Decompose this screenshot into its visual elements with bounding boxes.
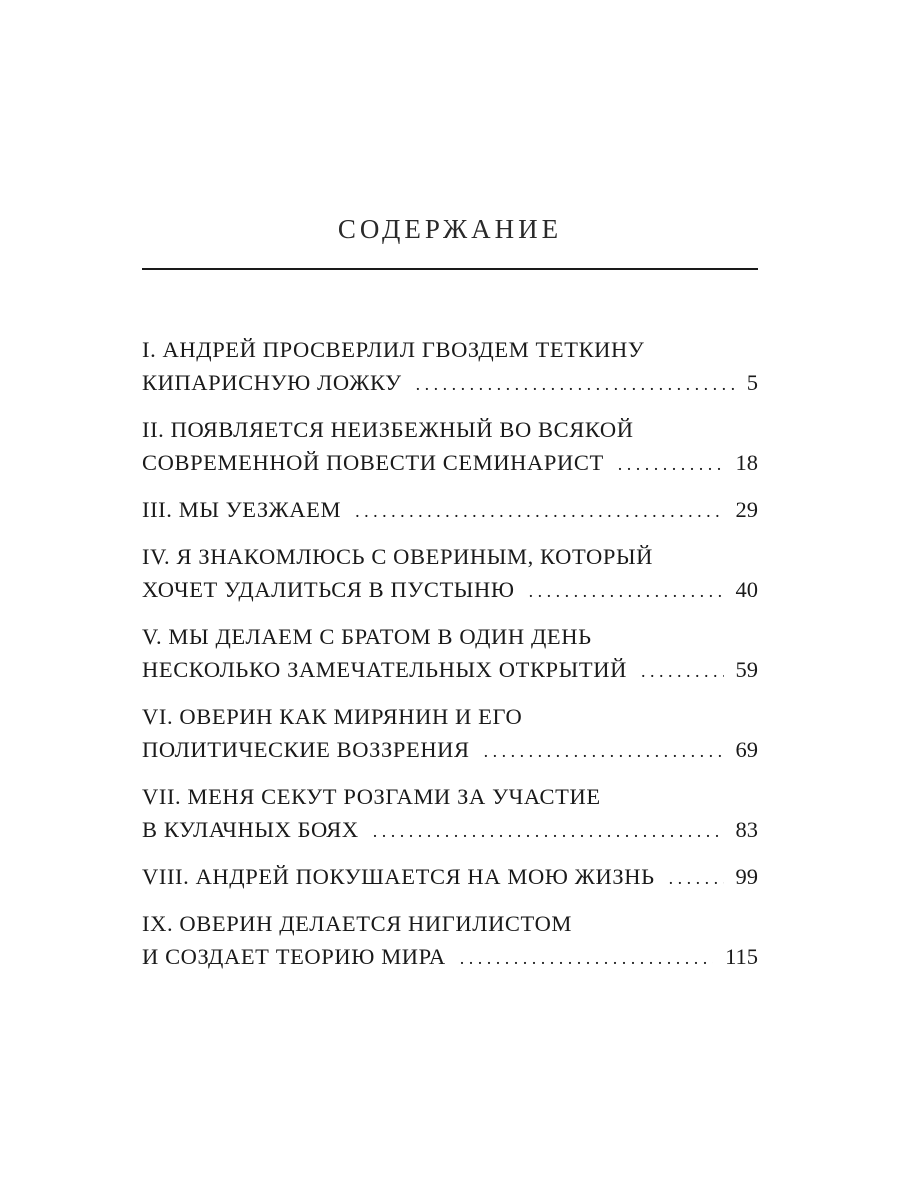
toc-page-number: 18 <box>735 450 758 475</box>
toc-entry-title-line1: IX. ОВЕРИН ДЕЛАЕТСЯ НИГИЛИСТОМ <box>142 911 573 936</box>
toc-page-number: 69 <box>735 737 758 762</box>
toc-page-number: 83 <box>735 817 758 842</box>
toc-entry-title-line2: НЕСКОЛЬКО ЗАМЕЧАТЕЛЬНЫХ ОТКРЫТИЙ <box>142 657 627 682</box>
page-title: СОДЕРЖАНИЕ <box>337 214 563 244</box>
toc-page-number: 99 <box>735 864 758 889</box>
toc-entry-8[interactable] <box>142 860 758 893</box>
toc-entry-title-line1: IV. Я ЗНАКОМЛЮСЬ С ОВЕРИНЫМ, КОТОРЫЙ <box>142 544 654 569</box>
toc-entry-title-line2: СОВРЕМЕННОЙ ПОВЕСТИ СЕМИНАРИСТ <box>142 450 604 475</box>
toc-entry-title-line2: В КУЛАЧНЫХ БОЯХ <box>142 817 359 842</box>
toc-entry-title-line2: ХОЧЕТ УДАЛИТЬСЯ В ПУСТЫНЮ <box>142 577 515 602</box>
dot-leader <box>484 735 724 768</box>
toc-page-number: 29 <box>735 497 758 522</box>
toc-entry-5[interactable] <box>142 620 758 686</box>
toc-entry-title-line1: I. АНДРЕЙ ПРОСВЕРЛИЛ ГВОЗДЕМ ТЕТКИНУ <box>142 337 645 362</box>
toc-entry-7[interactable] <box>142 780 758 846</box>
toc-entry-title-line1: II. ПОЯВЛЯЕТСЯ НЕИЗБЕЖНЫЙ ВО ВСЯКОЙ <box>142 417 634 442</box>
toc-entry-3[interactable] <box>142 493 758 526</box>
toc-entry-title-line1: VI. ОВЕРИН КАК МИРЯНИН И ЕГО <box>142 704 523 729</box>
dot-leader <box>373 815 724 848</box>
dot-leader <box>641 655 724 688</box>
toc-entry-1[interactable] <box>142 333 758 399</box>
title-rule <box>142 268 758 270</box>
toc-entry-2[interactable] <box>142 413 758 479</box>
toc-page-number: 59 <box>735 657 758 682</box>
dot-leader <box>355 495 723 528</box>
dot-leader <box>529 575 724 608</box>
toc-entry-6[interactable] <box>142 700 758 766</box>
toc-entry-title-line1: V. МЫ ДЕЛАЕМ С БРАТОМ В ОДИН ДЕНЬ <box>142 624 592 649</box>
toc-entry-title: III. МЫ УЕЗЖАЕМ <box>142 497 342 522</box>
dot-leader <box>460 942 713 975</box>
toc-entry-title-line1: VII. МЕНЯ СЕКУТ РОЗГАМИ ЗА УЧАСТИЕ <box>142 784 601 809</box>
dot-leader <box>669 862 724 895</box>
toc-page-number: 40 <box>735 577 758 602</box>
toc-page-number: 115 <box>725 944 758 969</box>
toc-entry-title-line2: ПОЛИТИЧЕСКИЕ ВОЗЗРЕНИЯ <box>142 737 470 762</box>
dot-leader <box>416 368 735 401</box>
toc-entry-9[interactable] <box>142 907 758 973</box>
toc-entry-4[interactable] <box>142 540 758 606</box>
toc-entry-title-line2: КИПАРИСНУЮ ЛОЖКУ <box>142 370 402 395</box>
toc-entry-title-line2: И СОЗДАЕТ ТЕОРИЮ МИРА <box>142 944 446 969</box>
toc-page-number: 5 <box>746 370 758 395</box>
table-of-contents <box>142 333 758 987</box>
dot-leader <box>618 448 724 481</box>
toc-entry-title: VIII. АНДРЕЙ ПОКУШАЕТСЯ НА МОЮ ЖИЗНЬ <box>142 864 655 889</box>
